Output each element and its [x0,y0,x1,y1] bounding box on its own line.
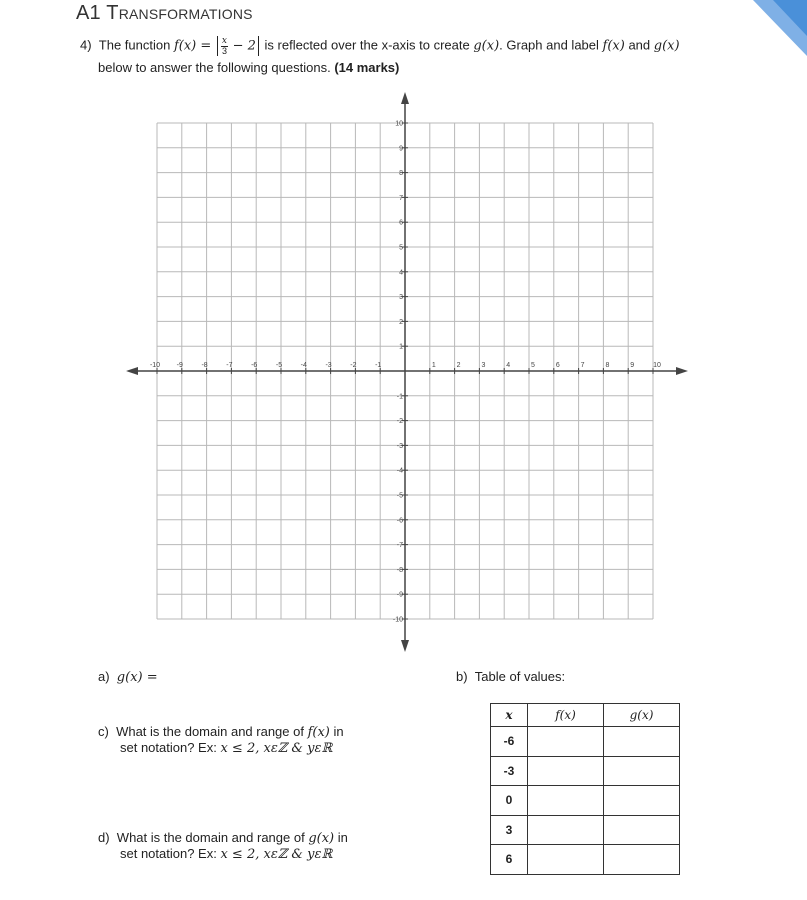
fx-cell[interactable] [528,727,604,757]
part-c: c) What is the domain and range of f(x) in set notation? Ex: x ≤ 2, xεℤ & yεℝ [98,724,344,756]
y-tick-label: 1 [399,343,403,351]
y-tick-label: -2 [396,418,403,426]
fx-cell[interactable] [528,845,604,875]
y-tick-label: -3 [396,442,403,450]
y-tick-label: -10 [392,616,403,624]
y-tick-label: -7 [396,542,403,550]
y-tick-label: -5 [396,492,403,500]
header-fx: f(x) [528,704,604,727]
x-tick-label: 2 [456,362,461,369]
fx-cell[interactable] [528,815,604,845]
corner-ribbon [743,0,807,56]
x-cell: 0 [491,786,528,816]
x-tick-label: -8 [201,362,208,369]
x-tick-label: -2 [350,362,357,369]
x-tick-label: 3 [481,362,486,369]
fx-cell[interactable] [528,756,604,786]
header-x: x [491,704,528,727]
x-cell: 3 [491,815,528,845]
table-row [491,727,680,757]
y-tick-label: 9 [399,145,403,153]
page-title: A1 Transformations [76,2,253,24]
table-row [491,815,680,845]
table-row [491,786,680,816]
header-gx: g(x) [604,704,680,727]
table-header-row [491,704,680,727]
x-cell: -6 [491,727,528,757]
y-tick-label: -8 [396,566,403,574]
table-row [491,845,680,875]
x-cell: 6 [491,845,528,875]
x-tick-label: 4 [506,362,511,369]
x-tick-label: -9 [176,362,183,369]
question-line-2: below to answer the following questions. (14 marks) [98,60,400,75]
x-tick-label: -1 [375,362,382,369]
x-tick-label: -6 [251,362,258,369]
y-tick-label: 5 [399,244,403,252]
coordinate-grid [124,92,690,652]
values-table [490,703,680,875]
table-row [491,756,680,786]
y-tick-label: 6 [399,219,403,227]
fx-cell[interactable] [528,786,604,816]
x-tick-label: -5 [275,362,283,369]
y-tick-label: 10 [395,120,403,128]
question-line-1: 4) The function f(x) = $\frac{x}{3}$ − 2 is reflected over the x-axis to create g(x). Graph and label f(x) and g(x) [80,35,680,56]
y-tick-label: 7 [399,194,403,202]
y-tick-label: 2 [399,318,403,326]
x-tick-label: -10 [149,362,161,369]
y-tick-label: -9 [396,591,403,599]
x-tick-label: -4 [300,362,307,369]
gx-cell[interactable] [604,845,680,875]
gx-cell[interactable] [604,786,680,816]
x-tick-label: 5 [531,362,535,369]
gx-cell[interactable] [604,815,680,845]
x-tick-label: -7 [226,362,233,369]
x-tick-label: -3 [325,362,332,369]
gx-cell[interactable] [604,756,680,786]
y-tick-label: 3 [399,294,403,302]
part-b: b) Table of values: [456,669,566,684]
y-tick-label: -6 [396,517,403,525]
gx-cell[interactable] [604,727,680,757]
x-tick-label: 8 [605,362,610,369]
y-tick-label: -4 [396,467,403,475]
grid-background [124,92,690,652]
x-tick-label: 7 [580,362,585,369]
y-tick-label: 8 [399,170,403,178]
y-tick-label: -1 [396,393,403,401]
x-tick-label: 1 [431,362,436,369]
x-cell: -3 [491,756,528,786]
x-tick-label: 9 [630,362,635,369]
part-a: a) g(x) = [98,669,158,685]
y-tick-label: 4 [399,269,403,277]
part-d: d) What is the domain and range of g(x) in set notation? Ex: x ≤ 2, xεℤ & yεℝ [98,830,348,862]
x-tick-label: 6 [555,362,560,369]
x-tick-label: 10 [653,362,661,369]
